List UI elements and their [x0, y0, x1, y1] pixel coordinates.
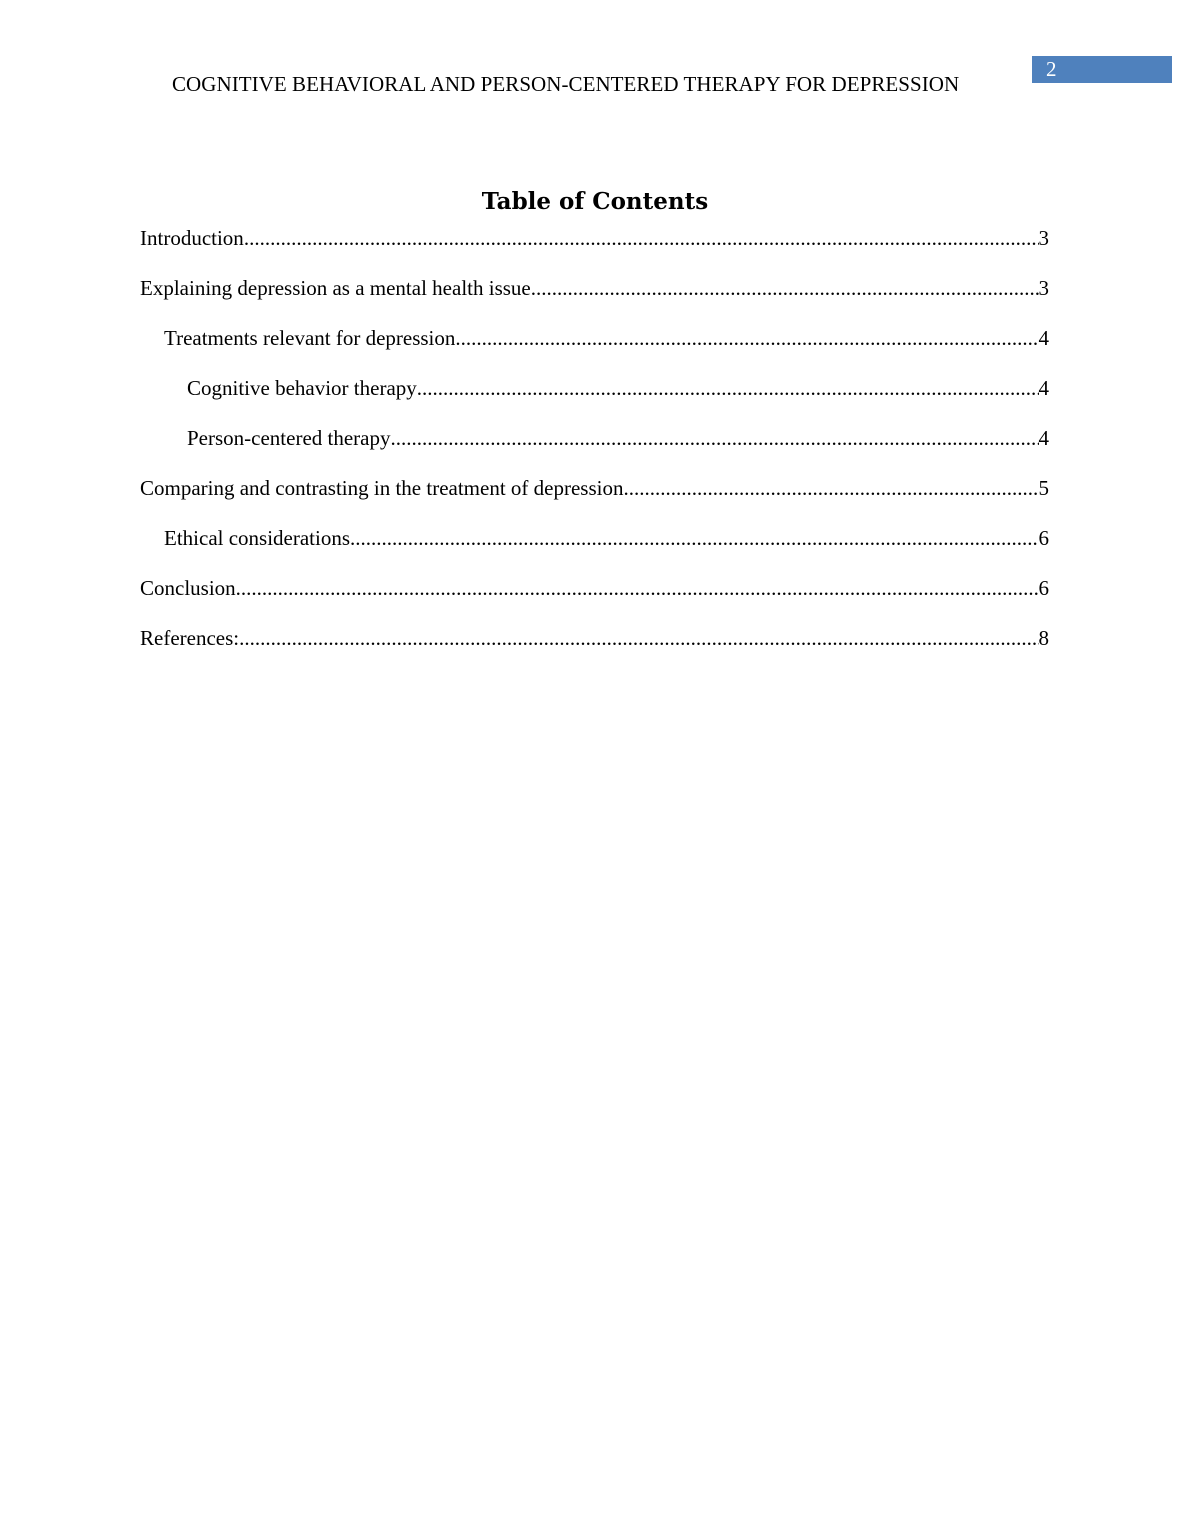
dot-leader [531, 273, 1039, 303]
toc-entry-label: Ethical considerations [164, 526, 351, 550]
toc-entry-cognitive-behavior-therapy[interactable] [187, 373, 1049, 403]
toc-entry-references[interactable] [140, 623, 1049, 653]
dot-leader [350, 523, 1038, 553]
toc-entry-introduction[interactable] [140, 223, 1049, 253]
toc-entry-label: Cognitive behavior therapy [187, 376, 417, 400]
toc-entry-page: 8 [1038, 626, 1049, 650]
toc-entry-label: Treatments relevant for depression [164, 326, 456, 350]
toc-entry-page: 6 [1038, 526, 1049, 550]
toc-entry-label: Person-centered therapy [187, 426, 391, 450]
running-head: COGNITIVE BEHAVIORAL AND PERSON-CENTERED THERAPY FOR DEPRESSION [172, 72, 960, 96]
toc-entry-page: 4 [1038, 426, 1049, 450]
toc-entry-label: References: [140, 626, 240, 650]
toc-entry-page: 3 [1038, 226, 1049, 250]
page-number: 2 [1046, 57, 1057, 81]
page-number-box [1032, 56, 1172, 83]
toc-entry-label: Introduction [140, 226, 244, 250]
dot-leader [236, 573, 1039, 603]
dot-leader [623, 473, 1038, 503]
dot-leader [239, 623, 1038, 653]
toc-entry-explaining-depression[interactable] [140, 273, 1049, 303]
dot-leader [455, 323, 1038, 353]
toc-entry-page: 4 [1038, 326, 1049, 350]
toc-entry-label: Explaining depression as a mental health issue [140, 276, 531, 300]
toc-title: Table of Contents [481, 188, 709, 215]
dot-leader [391, 423, 1039, 453]
dot-leader [417, 373, 1039, 403]
toc-entry-ethical-considerations[interactable] [164, 523, 1049, 553]
toc-entry-page: 6 [1038, 576, 1049, 600]
toc-entry-page: 3 [1038, 276, 1049, 300]
toc-entry-page: 5 [1038, 476, 1049, 500]
toc-entry-label: Conclusion [140, 576, 236, 600]
toc-entry-conclusion[interactable] [140, 573, 1049, 603]
toc-entry-person-centered-therapy[interactable] [187, 423, 1049, 453]
toc-entry-label: Comparing and contrasting in the treatment of depression [140, 476, 624, 500]
toc-entry-treatments[interactable] [164, 323, 1049, 353]
toc-entry-page: 4 [1038, 376, 1049, 400]
toc-entry-comparing-contrasting[interactable] [140, 473, 1049, 503]
dot-leader [244, 223, 1039, 253]
